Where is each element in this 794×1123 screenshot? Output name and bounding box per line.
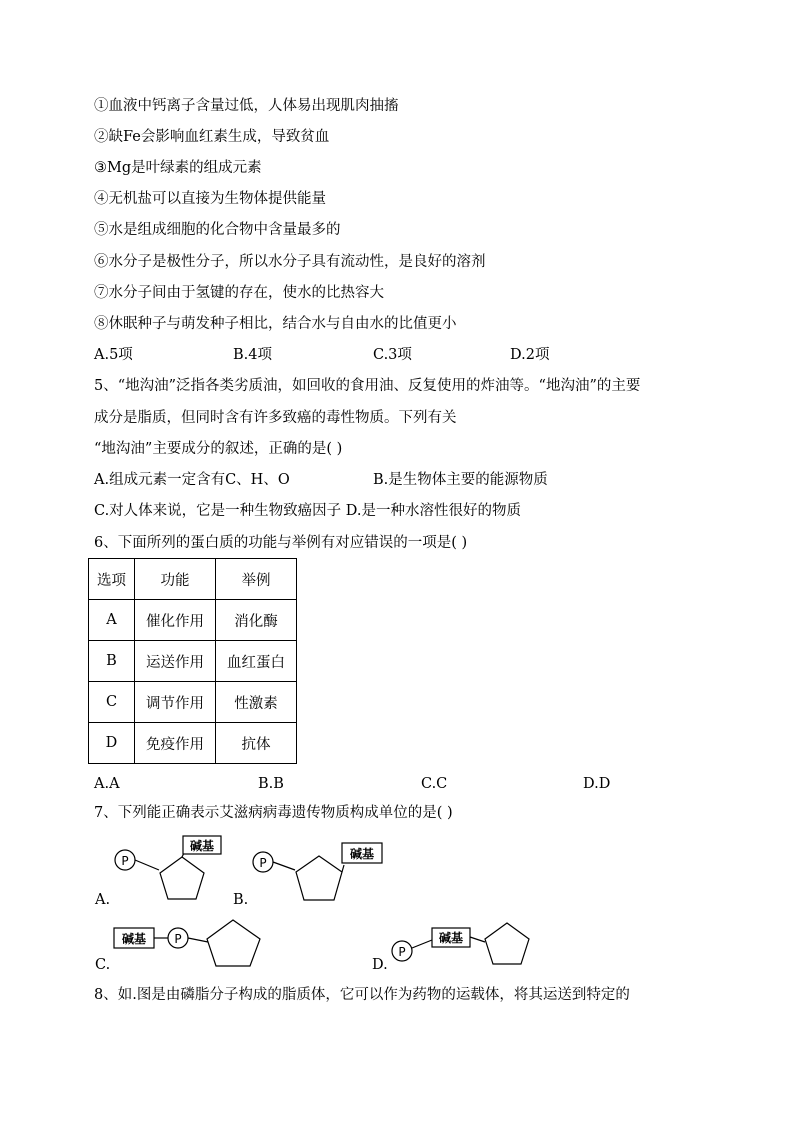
pentose-pentagon	[207, 920, 260, 966]
base-label: 碱基	[189, 839, 215, 853]
q6-option-a: A.A	[94, 776, 120, 792]
q7-option-a-label: A.	[95, 892, 111, 908]
table-cell: 催化作用	[135, 600, 216, 641]
table-row	[89, 600, 297, 641]
nucleotide-diagram-b	[251, 840, 391, 910]
q6-option-c: C.C	[421, 776, 448, 792]
q4-option-c: C.3项	[373, 347, 412, 363]
statement-8: ⑧休眠种子与萌发种子相比，结合水与自由水的比值更小	[94, 316, 457, 332]
table-cell: 消化酶	[216, 600, 297, 641]
table-row	[89, 723, 297, 764]
q7-stem: 7、下列能正确表示艾滋病病毒遗传物质构成单位的是( )	[94, 805, 453, 821]
pentose-pentagon	[160, 857, 204, 899]
statement-3: ③Mg是叶绿素的组成元素	[94, 160, 262, 176]
table-cell: 性激素	[216, 682, 297, 723]
table-cell: B	[89, 641, 135, 682]
statement-4: ④无机盐可以直接为生物体提供能量	[94, 191, 326, 207]
table-cell: 免疫作用	[135, 723, 216, 764]
phosphate-label: P	[121, 854, 129, 868]
phosphate-label: P	[174, 932, 182, 946]
statement-6: ⑥水分子是极性分子，所以水分子具有流动性，是良好的溶剂	[94, 254, 486, 270]
table-cell: 抗体	[216, 723, 297, 764]
table-cell: 调节作用	[135, 682, 216, 723]
bond-line	[412, 940, 432, 948]
phosphate-label: P	[259, 856, 267, 870]
base-label: 碱基	[349, 847, 375, 861]
bond-line	[273, 862, 295, 870]
header-example: 举例	[216, 559, 297, 600]
bond-line	[342, 865, 344, 872]
q5-stem-line2: 成分是脂质，但同时含有许多致癌的毒性物质。下列有关	[94, 410, 457, 426]
base-label: 碱基	[438, 931, 464, 945]
bond-line	[470, 937, 485, 942]
header-option: 选项	[89, 559, 135, 600]
pentose-pentagon	[296, 856, 342, 900]
bond-line	[188, 938, 208, 942]
q4-option-d: D.2项	[510, 347, 550, 363]
q7-option-d-label: D.	[372, 957, 388, 973]
table-cell: D	[89, 723, 135, 764]
table-row	[89, 641, 297, 682]
table-cell: 血红蛋白	[216, 641, 297, 682]
nucleotide-diagram-c	[112, 912, 267, 970]
table-row	[89, 682, 297, 723]
table-cell: 运送作用	[135, 641, 216, 682]
header-function: 功能	[135, 559, 216, 600]
bond-line	[135, 860, 159, 870]
nucleotide-diagram-d	[390, 918, 535, 970]
pentose-pentagon	[485, 923, 529, 964]
table-cell: A	[89, 600, 135, 641]
protein-function-table	[88, 558, 297, 764]
statement-2: ②缺Fe会影响血红素生成，导致贫血	[94, 129, 330, 145]
statement-7: ⑦水分子间由于氢键的存在，使水的比热容大	[94, 285, 384, 301]
q7-option-b-label: B.	[233, 892, 249, 908]
q6-option-d: D.D	[583, 776, 611, 792]
q4-option-b: B.4项	[233, 347, 272, 363]
phosphate-label: P	[398, 945, 406, 959]
q6-stem: 6、下面所列的蛋白质的功能与举例有对应错误的一项是( )	[94, 535, 468, 551]
statement-5: ⑤水是组成细胞的化合物中含量最多的	[94, 222, 341, 238]
q4-option-a: A.5项	[94, 347, 133, 363]
q7-option-c-label: C.	[95, 957, 111, 973]
nucleotide-diagram-a	[105, 835, 235, 910]
table-header-row	[89, 559, 297, 600]
q6-option-b: B.B	[258, 776, 284, 792]
q5-stem-line1: 5、“地沟油”泛指各类劣质油，如回收的食用油、反复使用的炸油等。“地沟油”的主要	[94, 378, 641, 394]
base-label: 碱基	[121, 932, 147, 946]
q5-option-c-d: C.对人体来说，它是一种生物致癌因子 D.是一种水溶性很好的物质	[94, 503, 522, 519]
table-cell: C	[89, 682, 135, 723]
q5-option-b: B.是生物体主要的能源物质	[373, 472, 548, 488]
q5-option-a: A.组成元素一定含有C、H、O	[94, 472, 290, 488]
statement-1: ①血液中钙离子含量过低，人体易出现肌肉抽搐	[94, 98, 399, 114]
q5-stem-line3: “地沟油”主要成分的叙述，正确的是( )	[94, 441, 343, 457]
q8-stem: 8、如.图是由磷脂分子构成的脂质体，它可以作为药物的运载体，将其运送到特定的	[94, 987, 630, 1003]
